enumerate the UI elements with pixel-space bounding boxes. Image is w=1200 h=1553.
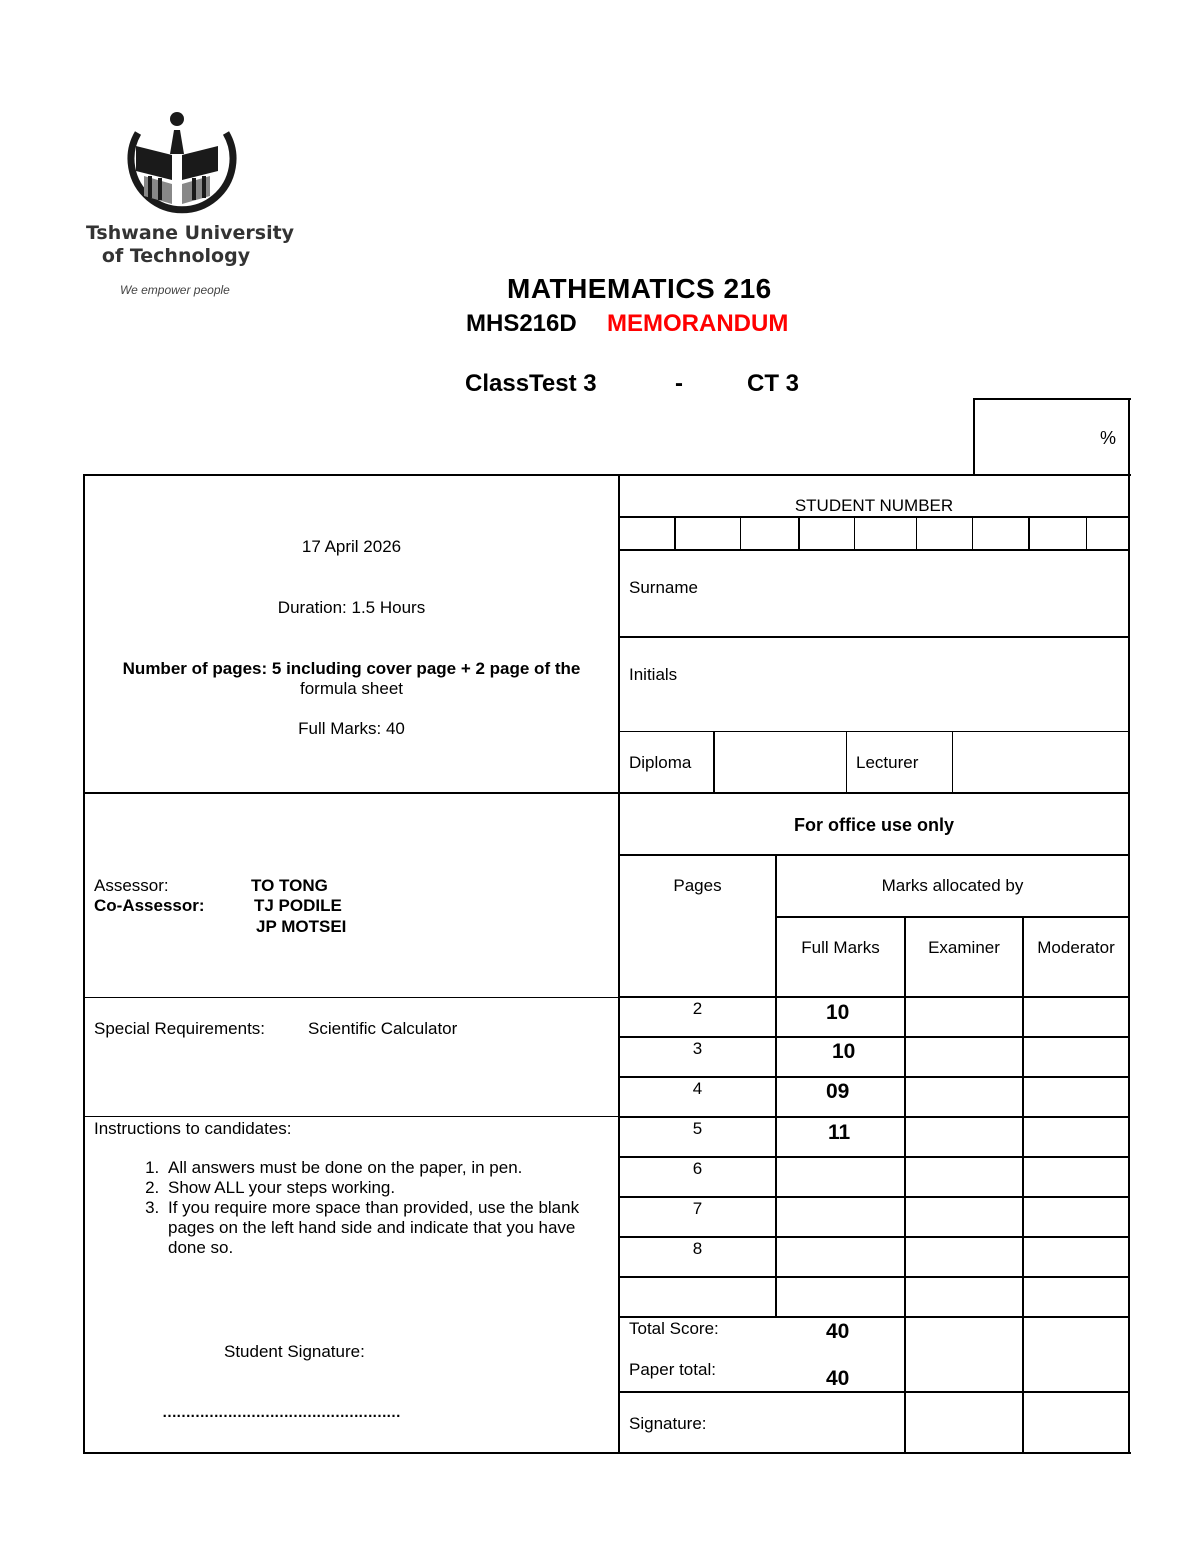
full-marks: Full Marks: 40 — [298, 719, 405, 738]
instruction-item: 2. Show ALL your steps working. — [164, 1178, 594, 1198]
diploma-field[interactable] — [716, 733, 845, 791]
student-signature-label: Student Signature: — [224, 1342, 365, 1361]
lecturer-label: Lecturer — [856, 753, 919, 772]
page-marks: 10 — [826, 1001, 850, 1024]
number-of-pages: Number of pages: 5 including cover page + 2 page of the — [122, 659, 581, 678]
logo-name-line2: of Technology — [101, 245, 251, 267]
page-number: 2 — [692, 999, 703, 1018]
exam-date: 17 April 2026 — [301, 537, 402, 556]
co-assessor-label: Co-Assessor: — [94, 896, 205, 915]
percent-symbol: % — [1100, 428, 1117, 448]
page-marks: 11 — [828, 1121, 851, 1144]
diploma-label: Diploma — [629, 753, 692, 772]
marks-allocated-header: Marks allocated by — [881, 876, 1024, 895]
page-number: 3 — [692, 1039, 703, 1058]
test-name: ClassTest 3 — [465, 370, 597, 397]
initials-field[interactable] — [720, 642, 1120, 727]
pages-header: Pages — [673, 876, 722, 895]
assessor-name: TO TONG — [251, 876, 328, 895]
percent-score-field[interactable] — [975, 400, 1128, 474]
paper-total-label: Paper total: — [629, 1360, 716, 1379]
page-number: 6 — [692, 1159, 703, 1178]
logo-name-line1: Tshwane University — [86, 222, 295, 244]
surname-field[interactable] — [720, 556, 1120, 632]
page-marks: 09 — [826, 1080, 850, 1103]
student-signature-line[interactable]: …………………………………………… — [162, 1404, 400, 1421]
page-marks: 10 — [832, 1040, 856, 1063]
paper-total-value: 40 — [826, 1367, 850, 1390]
special-requirements-value: Scientific Calculator — [308, 1019, 458, 1038]
test-dash: - — [675, 370, 683, 397]
co-assessor-name-1: TJ PODILE — [254, 896, 342, 915]
student-number-field[interactable] — [620, 518, 1128, 549]
exam-duration: Duration: 1.5 Hours — [277, 598, 426, 617]
moderator-header: Moderator — [1037, 938, 1115, 957]
course-code: MHS216D — [466, 310, 577, 337]
total-score-value: 40 — [826, 1320, 850, 1343]
page-number: 4 — [692, 1079, 703, 1098]
logo-tagline: We empower people — [120, 283, 230, 297]
instructions-list — [94, 1158, 594, 1258]
full-marks-header: Full Marks — [801, 938, 880, 957]
page-number: 7 — [692, 1199, 703, 1218]
initials-label: Initials — [629, 665, 678, 684]
office-use-title: For office use only — [793, 815, 955, 835]
surname-label: Surname — [629, 578, 698, 597]
page-number: 8 — [692, 1239, 703, 1258]
instructions-title: Instructions to candidates: — [94, 1119, 292, 1138]
memorandum-label: MEMORANDUM — [607, 310, 789, 337]
test-code: CT 3 — [747, 370, 800, 397]
instruction-item: 1. All answers must be done on the paper, in pen. — [164, 1158, 594, 1178]
examiner-header: Examiner — [928, 938, 1000, 957]
number-of-pages-cont: formula sheet — [300, 679, 403, 698]
assessor-label: Assessor: — [94, 876, 169, 895]
signature-label: Signature: — [629, 1414, 707, 1433]
special-requirements-label: Special Requirements: — [94, 1019, 266, 1038]
lecturer-field[interactable] — [954, 733, 1127, 791]
course-title: MATHEMATICS 216 — [507, 273, 772, 304]
total-score-label: Total Score: — [629, 1319, 719, 1338]
co-assessor-name-2: JP MOTSEI — [256, 917, 347, 936]
student-number-label: STUDENT NUMBER — [794, 496, 954, 515]
page-number: 5 — [692, 1119, 703, 1138]
instruction-item: 3. If you require more space than provided, use the blank pages on the left hand side and indicate that you have done so. — [164, 1198, 594, 1258]
university-logo-icon — [86, 108, 295, 308]
